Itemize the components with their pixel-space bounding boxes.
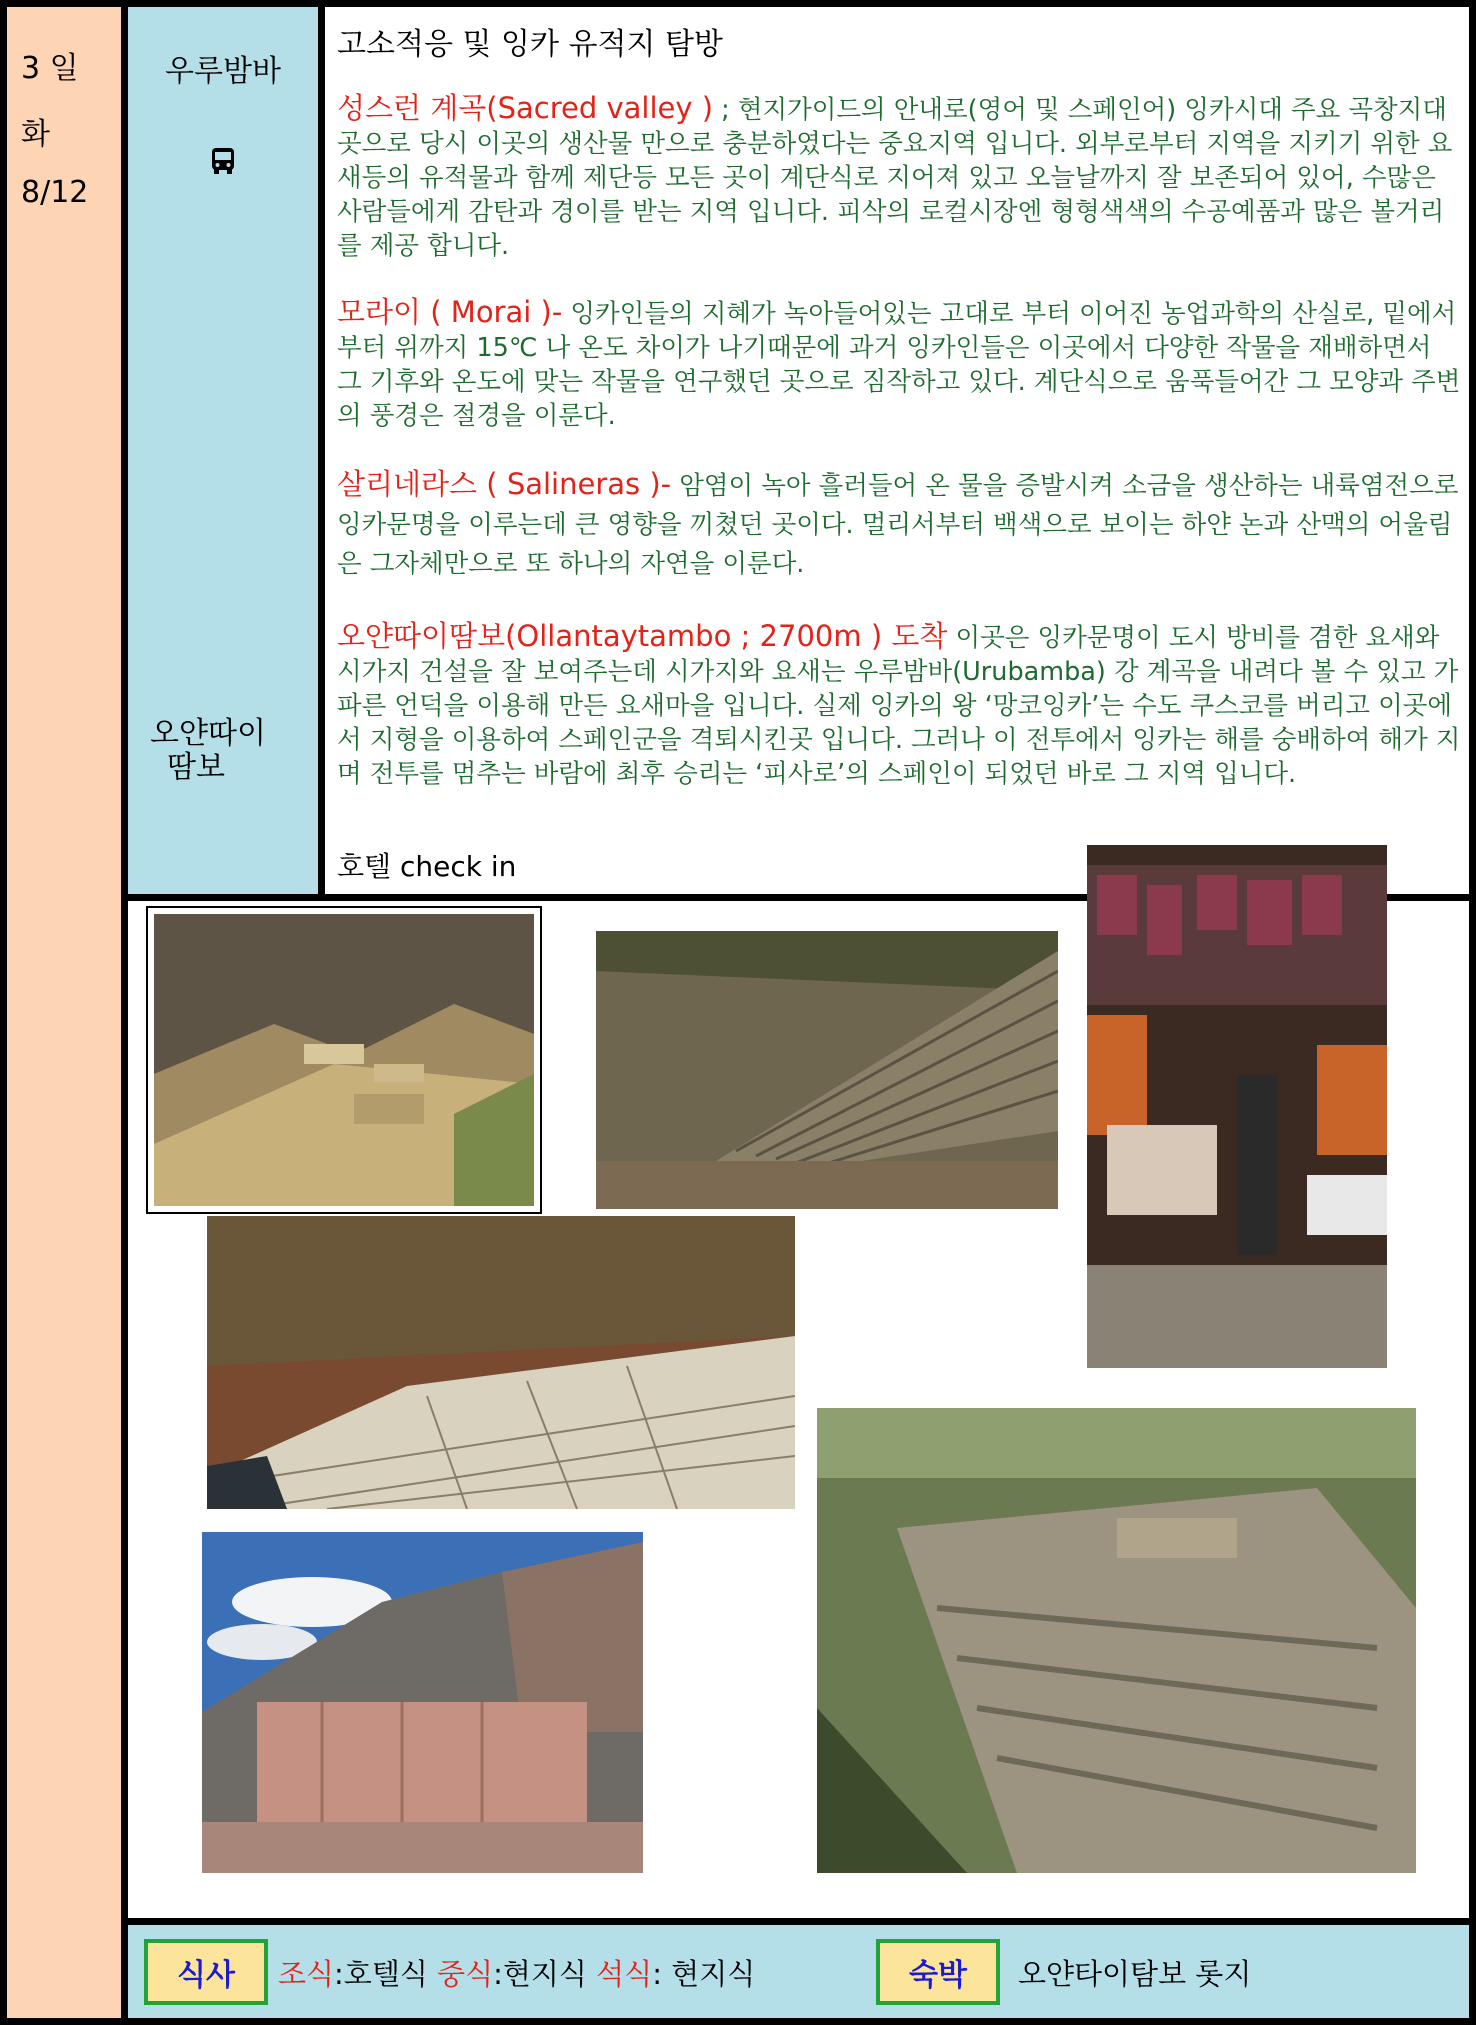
- sun-temple-photo: [202, 1532, 643, 1873]
- lunch-value: :현지식: [493, 1957, 587, 1991]
- terraces-photo: [596, 931, 1058, 1209]
- location-column: [128, 7, 318, 894]
- date-label: 8/12: [21, 175, 89, 210]
- location-ollantaytambo-line2: 땀보: [167, 750, 225, 785]
- dinner-label: 석식: [596, 1957, 653, 1991]
- section-heading: 성스런 계곡(Sacred valley ): [337, 91, 714, 125]
- location-ollantaytambo-line1: 오얀따이: [150, 716, 266, 751]
- hotel-checkin: 호텔 check in: [337, 850, 517, 883]
- meal-lodging-bar: [128, 1925, 1469, 2018]
- section-sacred-valley: [337, 91, 1462, 263]
- section-heading: 모라이 ( Morai )-: [337, 295, 563, 329]
- pisac-market-photo: [1087, 845, 1387, 1368]
- section-text: 이곳은 잉카문명이 도시 방비를 겸한 요새와 시가지 건설을 잘 보여주는데 시가지와 요새는 우루밤바(Urubamba) 강 계곡을 내려다 볼 수 있고 가파른 언덕을 이용해 만든 요새마을 입니다. 실제 잉카의 왕 ‘망코잉카’는 수도 쿠스코를 버리고 이곳에서 지형을 이용하여 스페인군을 격퇴시킨곳 입니다. 그러나 이 전투에서 잉카는 해를 숭배하여 해가 지며 전투를 멈추는 바람에 최후 승리는 ‘피사로’의 스페인이 되었던 바로 그 지역 입니다.: [337, 623, 1461, 789]
- meal-details: [278, 1952, 755, 1993]
- dinner-value: : 현지식: [652, 1957, 756, 1991]
- salineras-photo: [207, 1216, 795, 1509]
- day-column: [7, 7, 121, 2018]
- section-heading: 오얀따이땀보(Ollantaytambo ; 2700m ) 도착: [337, 619, 948, 653]
- ollantaytambo-fortress-photo: [817, 1408, 1416, 1873]
- section-text: 잉카인들의 지혜가 녹아들어있는 고대로 부터 이어진 농업과학의 산실로, 밑에서 부터 위까지 15℃ 나 온도 차이가 나기때문에 과거 잉카인들은 이곳에서 다양한 작물을 재배하면서 그 기후와 온도에 맞는 작물을 연구했던 곳으로 짐작하고 있다. 계단식으로 움푹들어간 그 모양과 주변의 풍경은 절경을 이룬다.: [337, 299, 1461, 431]
- lodging-value: 오얀타이탐보 롯지: [1018, 1957, 1252, 1991]
- pisac-ruins-photo: [146, 906, 542, 1214]
- section-text: 암염이 녹아 흘러들어 온 물을 증발시켜 소금을 생산하는 내륙염전으로 잉카문명을 이루는데 큰 영향을 끼쳤던 곳이다. 멀리서부터 백색으로 보이는 하얀 논과 산맥의 어울림은 그자체만으로 또 하나의 자연을 이룬다.: [337, 471, 1459, 579]
- weekday-label: 화: [21, 117, 50, 152]
- section-text: ; 현지가이드의 안내로(영어 및 스페인어) 잉카시대 주요 곡창지대 곳으로 당시 이곳의 생산물 만으로 충분하였다는 중요지역 입니다. 외부로부터 지역을 지키기 위한 요새등의 유적물과 함께 제단등 모든 곳이 계단식로 지어져 있고 오늘날까지 잘 보존되어 있어, 수많은 사람들에게 감탄과 경이를 받는 지역 입니다. 피삭의 로컬시장엔 형형색색의 수공예품과 많은 볼거리를 제공 합니다.: [337, 95, 1453, 261]
- section-salineras: [337, 465, 1462, 584]
- section-ollantaytambo: [337, 619, 1462, 791]
- bus-icon: [210, 147, 236, 175]
- section-morai: [337, 295, 1462, 433]
- lodging-badge: 숙박: [876, 1939, 1000, 2005]
- page-title: 고소적응 및 잉카 유적지 탐방: [337, 27, 723, 62]
- breakfast-label: 조식: [278, 1957, 335, 1991]
- breakfast-value: :호텔식: [334, 1957, 428, 1991]
- location-urubamba: 우루밤바: [165, 54, 281, 89]
- meal-badge: 식사: [144, 1939, 268, 2005]
- section-heading: 살리네라스 ( Salineras )-: [337, 467, 672, 501]
- lunch-label: 중식: [437, 1957, 494, 1991]
- itinerary-description: [325, 7, 1469, 894]
- day-label: 3 일: [21, 51, 79, 86]
